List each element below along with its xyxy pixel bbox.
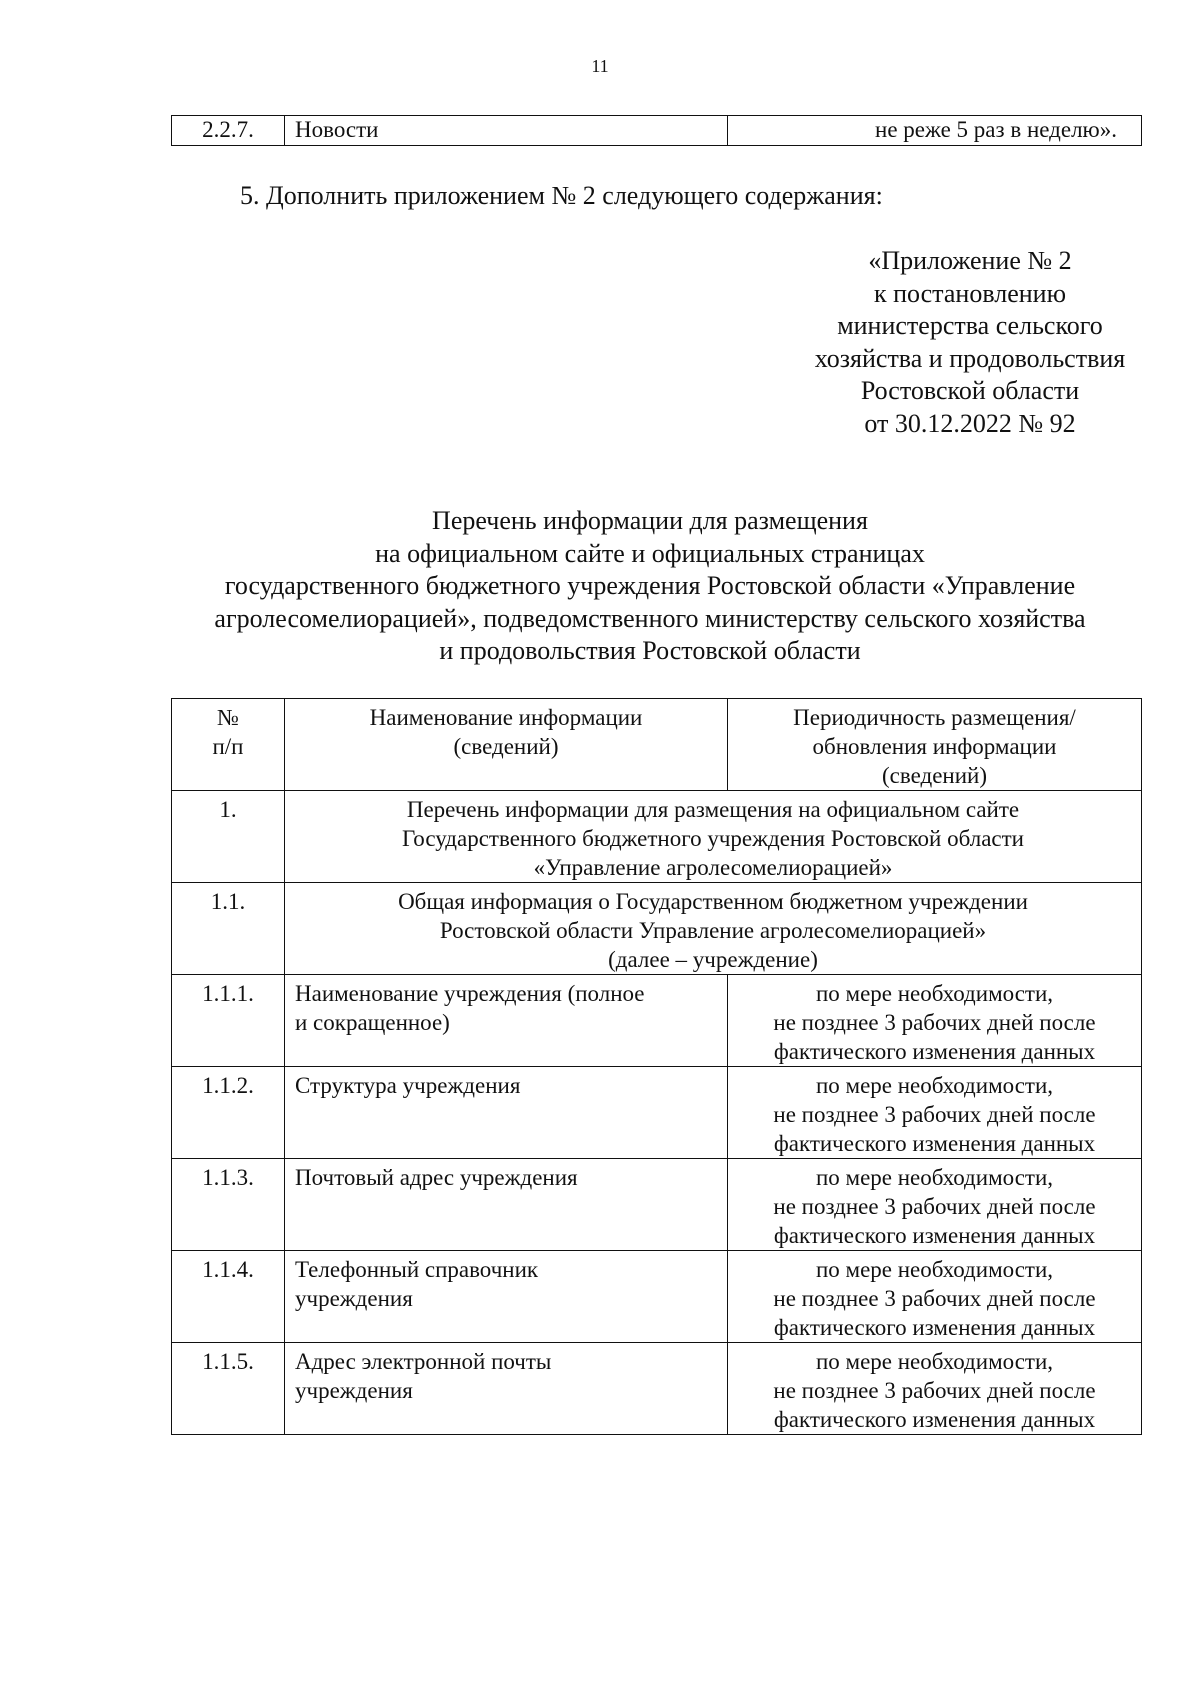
previous-table-fragment (171, 115, 1142, 146)
title-line: на официальном сайте и официальных страницах (375, 538, 925, 568)
row-period-line: фактического изменения данных (773, 1407, 1096, 1432)
row-period (728, 1067, 1142, 1159)
row-period-line: не позднее 3 рабочих дней после (773, 1102, 1096, 1127)
page-number: 11 (591, 56, 609, 76)
row-period (728, 975, 1142, 1067)
instruction-paragraph: 5. Дополнить приложением № 2 следующего содержания: (240, 181, 883, 210)
title-line: агролесомелиорацией», подведомственного министерству сельского хозяйства (214, 603, 1086, 633)
appendix-line: «Приложение № 2 (868, 246, 1072, 275)
table-header-row (172, 699, 1142, 791)
section-line: Общая информация о Государственном бюджетном учреждении (398, 889, 1028, 914)
row-period-line: по мере необходимости, (815, 1349, 1054, 1374)
row-number: 2.2.7. (172, 116, 285, 146)
table-row (172, 975, 1142, 1067)
section-line: «Управление агролесомелиорацией» (533, 855, 893, 880)
row-name (285, 1251, 728, 1343)
appendix-line: Ростовской области (860, 376, 1080, 405)
row-number: 1.1.2. (172, 1067, 285, 1159)
appendix-header (790, 245, 1150, 440)
row-name (285, 975, 728, 1067)
row-name-line: и сокращенное) (295, 1010, 450, 1035)
title-line: Перечень информации для размещения (432, 506, 868, 535)
row-name: Новости (285, 116, 728, 146)
section-line: Перечень информации для размещения на официальном сайте (406, 797, 1020, 822)
row-period-line: не позднее 3 рабочих дней после (773, 1194, 1096, 1219)
header-line: обновления информации (812, 734, 1057, 759)
information-table (171, 698, 1142, 1435)
header-line: (сведений) (453, 734, 559, 759)
row-period-line: по мере необходимости, (815, 981, 1054, 1006)
header-line: № (217, 705, 239, 730)
row-name (285, 1067, 728, 1159)
appendix-line: министерства сельского (837, 311, 1103, 340)
row-name-line: Телефонный справочник (295, 1257, 539, 1282)
header-name (285, 699, 728, 791)
document-title (150, 505, 1150, 668)
section-title (285, 883, 1142, 975)
row-name-line: Адрес электронной почты (295, 1349, 552, 1374)
row-period-line: фактического изменения данных (773, 1315, 1096, 1340)
header-line: п/п (212, 734, 244, 759)
row-period: не реже 5 раз в неделю». (728, 116, 1142, 146)
section-title (285, 791, 1142, 883)
row-period-line: фактического изменения данных (773, 1223, 1096, 1248)
row-name (285, 1343, 728, 1435)
row-name-line: Почтовый адрес учреждения (295, 1165, 578, 1190)
section-line: Ростовской области Управление агролесомелиорацией» (439, 918, 987, 943)
header-number (172, 699, 285, 791)
section-line: (далее – учреждение) (608, 947, 818, 972)
row-period-line: не позднее 3 рабочих дней после (773, 1010, 1096, 1035)
row-name-line: учреждения (295, 1286, 413, 1311)
table-row (172, 116, 1142, 146)
row-number: 1.1.5. (172, 1343, 285, 1435)
row-period-line: не позднее 3 рабочих дней после (773, 1378, 1096, 1403)
table-row (172, 1159, 1142, 1251)
section-line: Государственного бюджетного учреждения Ростовской области (402, 826, 1024, 851)
row-name (285, 1159, 728, 1251)
section-number: 1.1. (172, 883, 285, 975)
appendix-line: от 30.12.2022 № 92 (864, 408, 1076, 438)
row-period-line: по мере необходимости, (815, 1073, 1054, 1098)
row-name-line: Наименование учреждения (полное (295, 981, 645, 1006)
row-number: 1.1.1. (172, 975, 285, 1067)
row-name-line: Структура учреждения (295, 1073, 521, 1098)
row-period-line: по мере необходимости, (815, 1165, 1054, 1190)
row-period (728, 1251, 1142, 1343)
table-row (172, 1251, 1142, 1343)
row-period-line: по мере необходимости, (815, 1257, 1054, 1282)
table-row (172, 1067, 1142, 1159)
row-number: 1.1.3. (172, 1159, 285, 1251)
title-line: государственного бюджетного учреждения Ростовской области «Управление (224, 571, 1076, 600)
header-line: Периодичность размещения/ (793, 705, 1076, 730)
row-period (728, 1343, 1142, 1435)
row-period-line: не позднее 3 рабочих дней после (773, 1286, 1096, 1311)
row-period (728, 1159, 1142, 1251)
section-row (172, 791, 1142, 883)
header-line: Наименование информации (369, 705, 643, 730)
row-period-line: фактического изменения данных (773, 1131, 1096, 1156)
section-row (172, 883, 1142, 975)
table-row (172, 1343, 1142, 1435)
row-period-line: фактического изменения данных (773, 1039, 1096, 1064)
appendix-line: к постановлению (873, 278, 1067, 308)
header-line: (сведений) (882, 763, 987, 788)
row-number: 1.1.4. (172, 1251, 285, 1343)
section-number: 1. (172, 791, 285, 883)
row-name-line: учреждения (295, 1378, 413, 1403)
title-line: и продовольствия Ростовской области (439, 636, 861, 665)
header-period (728, 699, 1142, 791)
appendix-line: хозяйства и продовольствия (814, 343, 1126, 373)
